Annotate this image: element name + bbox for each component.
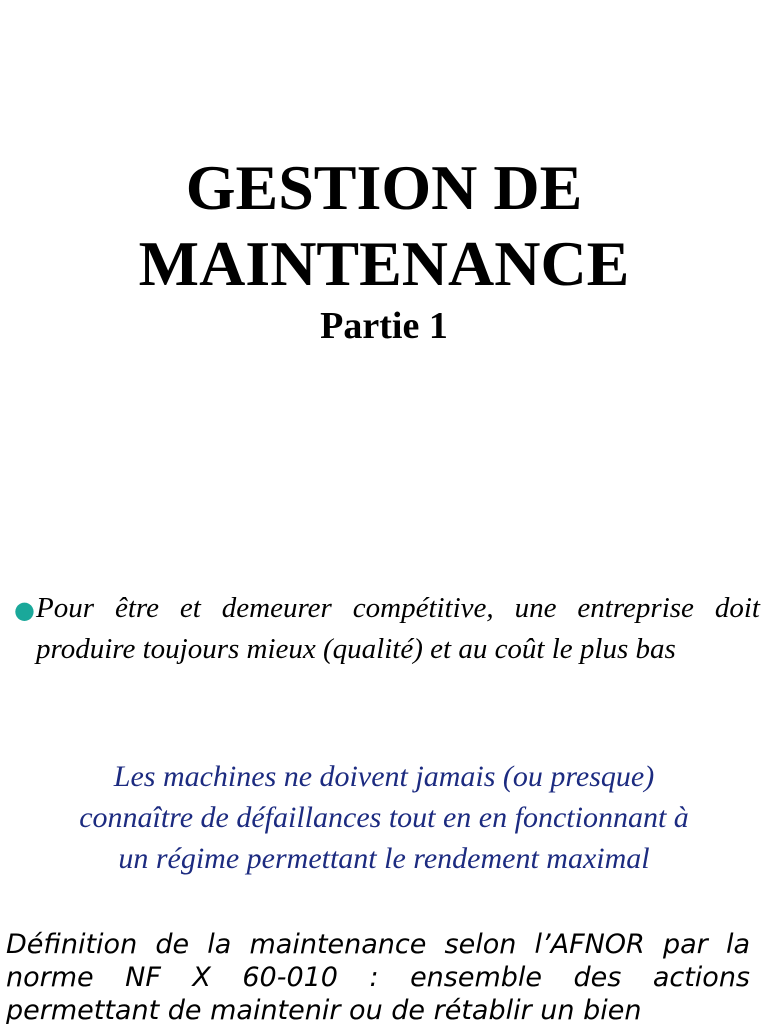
highlight-line-3: un régime permettant le rendement maximal (118, 842, 650, 875)
title-line-2: MAINTENANCE (138, 228, 630, 299)
title-line-1: GESTION DE (185, 152, 583, 223)
document-subtitle: Partie 1 (320, 305, 448, 347)
highlight-line-1: Les machines ne doivent jamais (ou presque) (113, 760, 655, 793)
bullet-text: Pour être et demeurer compétitive, une entreprise doit produire toujours mieux (qualité) et au coût le plus bas (36, 592, 760, 665)
bullet-dot-icon: ● (14, 596, 35, 624)
highlight-statement (0, 756, 768, 879)
document-title (0, 150, 768, 302)
definition-paragraph: Définition de la maintenance selon l’AFNOR par la norme NF X 60-010 : ensemble des actions permettant de maintenir ou de rétablir un bien (6, 929, 750, 1024)
highlight-line-2: connaître de défaillances tout en en fonctionnant à (79, 801, 689, 834)
bullet-item (14, 588, 760, 670)
